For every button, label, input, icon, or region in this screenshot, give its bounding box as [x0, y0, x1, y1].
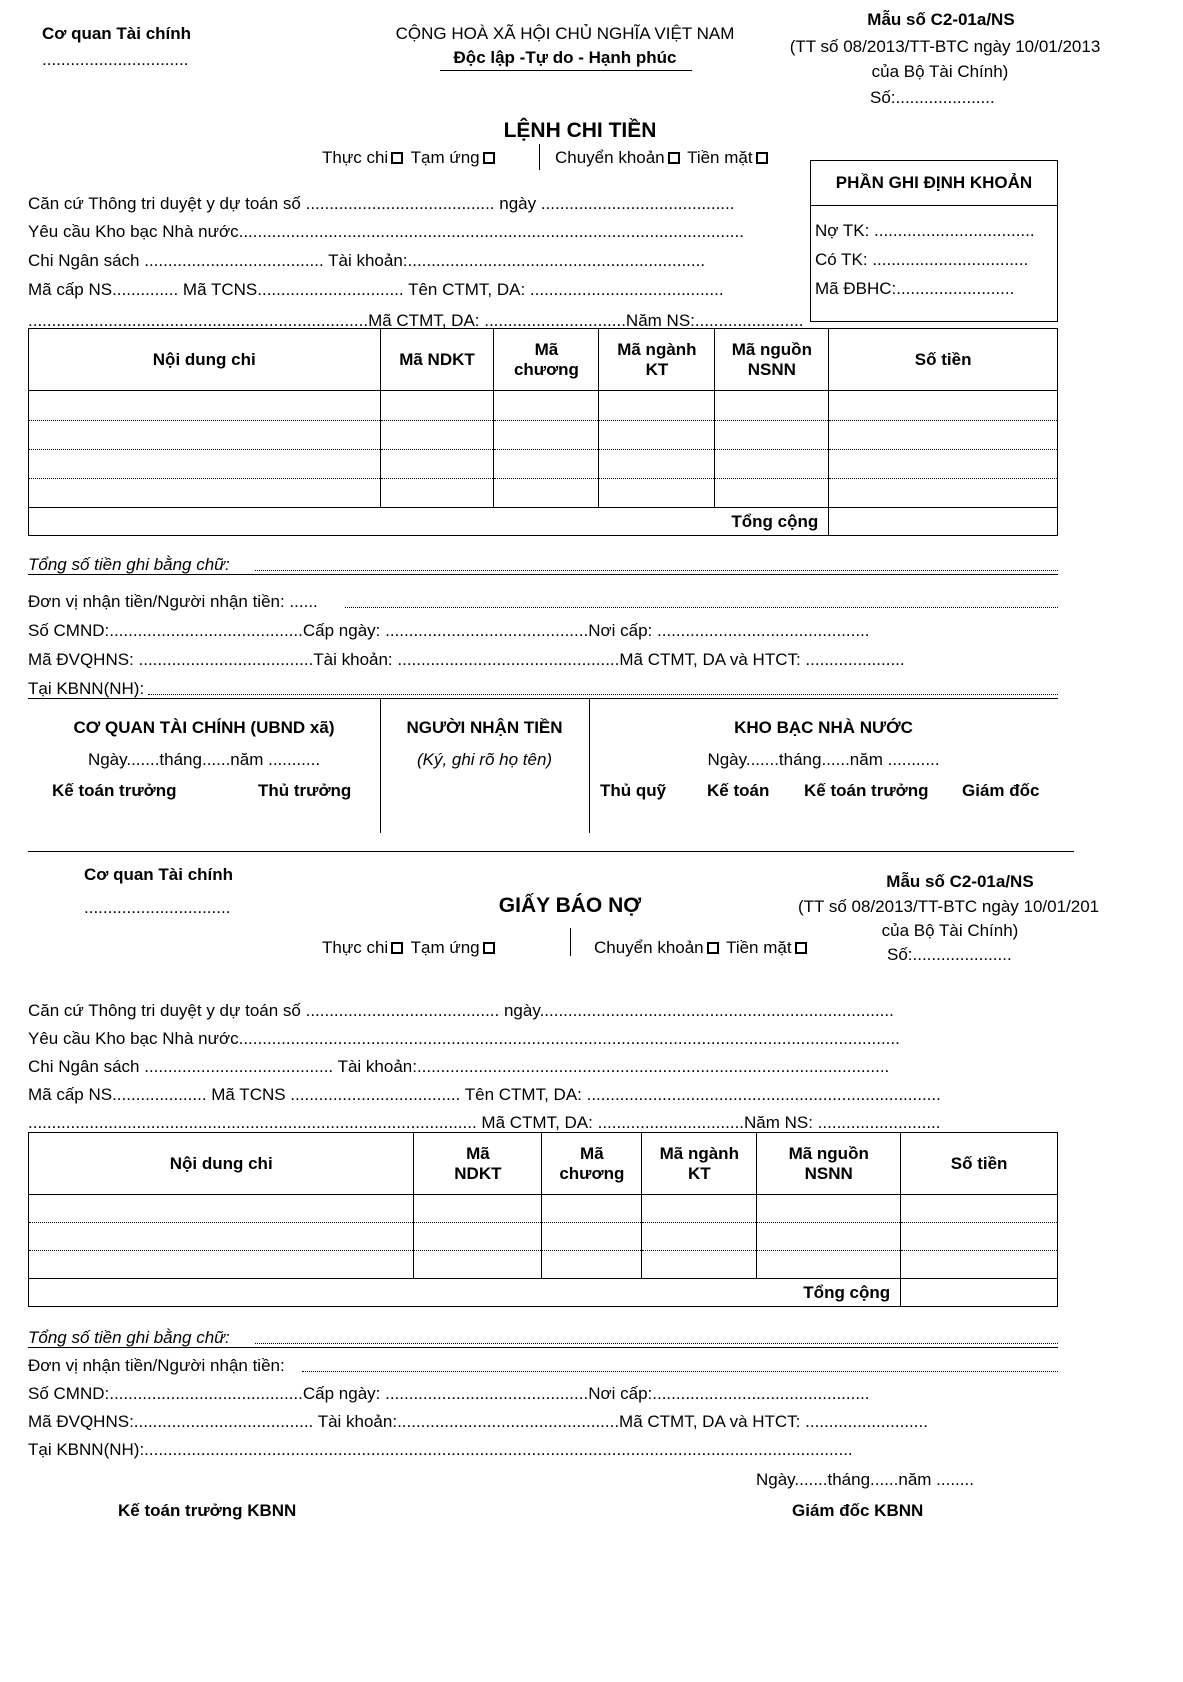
- debit-account-field[interactable]: Nợ TK: ..................................: [815, 221, 1035, 240]
- opt-thuc-chi-label: Thực chi: [322, 938, 389, 957]
- form2-agency-label: Cơ quan Tài chính: [84, 865, 234, 884]
- form2-ministry-ref: của Bộ Tài Chính): [881, 921, 1019, 940]
- form1-amount-words-field[interactable]: [255, 570, 1058, 571]
- motto: Độc lập -Tự do - Hạnh phúc: [453, 48, 677, 67]
- opt-tam-ung-label: Tạm ứng: [410, 148, 480, 167]
- form2-circular-ref: (TT số 08/2013/TT-BTC ngày 10/01/201: [798, 897, 1100, 916]
- form-code: Mẫu số C2-01a/NS: [867, 10, 1015, 29]
- total-amount-cell[interactable]: [829, 508, 1058, 536]
- form1-amount-words-label: Tổng số tiền ghi bằng chữ:: [28, 555, 230, 574]
- treasury-accountant: Kế toán: [707, 781, 770, 800]
- thuc-chi-checkbox[interactable]: [391, 152, 403, 164]
- form2-unit-line[interactable]: Mã ĐVQHNS:...................................... Tài khoản:...............................................Mã CTMT, DA và HTCT: ..........................: [28, 1412, 928, 1431]
- receiver-title: NGƯỜI NHẬN TIỀN: [406, 718, 563, 737]
- form2-chief-accountant: Kế toán trưởng KBNN: [118, 1501, 297, 1520]
- form2-line-ctmt[interactable]: ............................................................................................... Mã CTMT, DA: ...............................Năm NS: ..........................: [28, 1113, 941, 1132]
- form1-payment-type: [322, 148, 498, 168]
- col-header-industry: Mã ngành KT: [642, 1133, 757, 1195]
- total-amount-cell[interactable]: [901, 1279, 1058, 1307]
- treasury-title: KHO BẠC NHÀ NƯỚC: [734, 718, 913, 737]
- form2-director: Giám đốc KBNN: [792, 1501, 924, 1520]
- tien-mat-checkbox[interactable]: [756, 152, 768, 164]
- form1-line-ctmt[interactable]: ........................................................................Mã CTMT, DA: ..............................Năm NS:.......................: [28, 311, 804, 330]
- agency-name-field[interactable]: ...............................: [42, 50, 189, 69]
- finance-agency-date[interactable]: Ngày.......tháng......năm ...........: [87, 750, 321, 769]
- form2-recipient-field[interactable]: [302, 1371, 1058, 1372]
- tien-mat-checkbox[interactable]: [795, 942, 807, 954]
- separator-line: [28, 698, 1058, 699]
- form2-form-number[interactable]: Số:.....................: [887, 945, 1012, 964]
- separator-line: [28, 574, 1058, 575]
- opt-chuyen-khoan-label: Chuyển khoản: [555, 148, 665, 167]
- posting-box-divider: [811, 205, 1057, 206]
- form2-line-treasury[interactable]: Yêu cầu Kho bạc Nhà nước............................................................................................................................................: [28, 1029, 900, 1048]
- col-header-ndkt: Mã NDKT: [414, 1133, 542, 1195]
- col-header-content: Nội dung chi: [29, 329, 381, 391]
- tam-ung-checkbox[interactable]: [483, 152, 495, 164]
- opt-chuyen-khoan-label: Chuyển khoản: [594, 938, 704, 957]
- chuyen-khoan-checkbox[interactable]: [707, 942, 719, 954]
- form2-transfer-type: [594, 938, 810, 958]
- col-header-chapter: Mã chương: [494, 329, 599, 391]
- receiver-note: (Ký, ghi rõ họ tên): [416, 750, 553, 769]
- opt-tien-mat-label: Tiền mặt: [726, 938, 792, 957]
- chuyen-khoan-checkbox[interactable]: [668, 152, 680, 164]
- circular-ref: (TT số 08/2013/TT-BTC ngày 10/01/2013: [789, 37, 1101, 56]
- form-number[interactable]: Số:.....................: [870, 88, 995, 107]
- form1-line-codes[interactable]: Mã cấp NS.............. Mã TCNS............................... Tên CTMT, DA: .........................................: [28, 280, 724, 299]
- form2-amount-words-field[interactable]: [255, 1343, 1058, 1344]
- finance-chief-accountant: Kế toán trưởng: [52, 781, 177, 800]
- table-row[interactable]: [29, 450, 1058, 479]
- col-header-content: Nội dung chi: [29, 1133, 414, 1195]
- opt-tien-mat-label: Tiền mặt: [687, 148, 753, 167]
- separator-line: [28, 1347, 1058, 1348]
- nation-title: CỘNG HOÀ XÃ HỘI CHỦ NGHĨA VIỆT NAM: [395, 24, 735, 43]
- total-label: Tổng cộng: [29, 508, 829, 536]
- finance-agency-title: CƠ QUAN TÀI CHÍNH (UBND xã): [73, 718, 335, 737]
- table-row[interactable]: [29, 479, 1058, 508]
- form2-expense-table: [28, 1132, 1058, 1307]
- finance-head: Thủ trưởng: [258, 781, 352, 800]
- option-divider: [570, 928, 571, 956]
- form1-kbnn-field[interactable]: [148, 694, 1058, 695]
- form1-title: LỆNH CHI TIỀN: [503, 119, 657, 142]
- form2-amount-words-label: Tổng số tiền ghi bằng chữ:: [28, 1328, 230, 1347]
- table-row[interactable]: [29, 1195, 1058, 1223]
- col-header-amount: Số tiền: [901, 1133, 1058, 1195]
- ministry-ref: của Bộ Tài Chính): [871, 62, 1009, 81]
- col-header-industry: Mã ngành KT: [599, 329, 715, 391]
- form1-recipient-label: Đơn vị nhận tiền/Người nhận tiền: ......: [28, 592, 318, 611]
- form1-line-budget-account[interactable]: Chi Ngân sách ...................................... Tài khoản:...............................................................: [28, 251, 706, 270]
- form2-form-code: Mẫu số C2-01a/NS: [886, 872, 1034, 891]
- posting-box-title: PHẦN GHI ĐỊNH KHOẢN: [835, 173, 1033, 192]
- form2-agency-name-field[interactable]: ...............................: [84, 898, 231, 917]
- form2-line-budget-account[interactable]: Chi Ngân sách ........................................ Tài khoản:....................................................................................................: [28, 1057, 890, 1076]
- form2-title: GIẤY BÁO NỢ: [498, 894, 642, 917]
- tam-ung-checkbox[interactable]: [483, 942, 495, 954]
- form2-date[interactable]: Ngày.......tháng......năm ........: [756, 1470, 974, 1489]
- form2-id-line[interactable]: Số CMND:.........................................Cấp ngày: ...........................................Nơi cấp:..............................................: [28, 1384, 870, 1403]
- form1-line-treasury[interactable]: Yêu cầu Kho bạc Nhà nước...........................................................................................................: [28, 222, 744, 241]
- total-label: Tổng cộng: [29, 1279, 901, 1307]
- form2-line-budget-notice[interactable]: Căn cứ Thông tri duyệt y dự toán số ......................................... ngày...........................................................................: [28, 1001, 894, 1020]
- form2-line-codes[interactable]: Mã cấp NS.................... Mã TCNS .................................... Tên CTMT, DA: ...........................................................................: [28, 1085, 941, 1104]
- form1-unit-line[interactable]: Mã ĐVQHNS: .....................................Tài khoản: ...............................................Mã CTMT, DA và HTCT: .....................: [28, 650, 905, 669]
- posting-box: [810, 160, 1058, 322]
- form2-kbnn-line[interactable]: Tại KBNN(NH):......................................................................................................................................................: [28, 1440, 853, 1459]
- col-header-source: Mã nguồn NSNN: [715, 329, 829, 391]
- area-code-field[interactable]: Mã ĐBHC:.........................: [815, 279, 1015, 298]
- table-row[interactable]: [29, 1223, 1058, 1251]
- form1-expense-table: [28, 328, 1058, 536]
- motto-underline: [440, 70, 692, 71]
- form2-recipient-label: Đơn vị nhận tiền/Người nhận tiền:: [28, 1356, 285, 1375]
- credit-account-field[interactable]: Có TK: .................................: [815, 250, 1029, 269]
- form1-id-line[interactable]: Số CMND:.........................................Cấp ngày: ...........................................Nơi cấp: .............................................: [28, 621, 870, 640]
- thuc-chi-checkbox[interactable]: [391, 942, 403, 954]
- col-header-source: Mã nguồn NSNN: [757, 1133, 901, 1195]
- form2-payment-type: [322, 938, 498, 958]
- treasury-date[interactable]: Ngày.......tháng......năm ...........: [707, 750, 940, 769]
- table-row[interactable]: [29, 1251, 1058, 1279]
- form1-recipient-field[interactable]: [345, 607, 1058, 608]
- option-divider: [539, 144, 540, 170]
- table-row[interactable]: [29, 421, 1058, 450]
- agency-label: Cơ quan Tài chính: [42, 24, 192, 43]
- table-row[interactable]: [29, 391, 1058, 421]
- opt-tam-ung-label: Tạm ứng: [410, 938, 480, 957]
- col-header-ndkt: Mã NDKT: [380, 329, 494, 391]
- form1-transfer-type: [555, 148, 771, 168]
- treasury-chief-accountant: Kế toán trưởng: [804, 781, 929, 800]
- treasury-director: Giám đốc: [962, 781, 1040, 800]
- col-header-amount: Số tiền: [829, 329, 1058, 391]
- cut-line: [28, 851, 1074, 852]
- form1-kbnn-label: Tại KBNN(NH):: [28, 679, 145, 698]
- form1-line-budget-notice[interactable]: Căn cứ Thông tri duyệt y dự toán số ........................................ ngày .........................................: [28, 194, 735, 213]
- col-header-chapter: Mã chương: [542, 1133, 642, 1195]
- opt-thuc-chi-label: Thực chi: [322, 148, 389, 167]
- treasury-cashier: Thủ quỹ: [600, 781, 667, 800]
